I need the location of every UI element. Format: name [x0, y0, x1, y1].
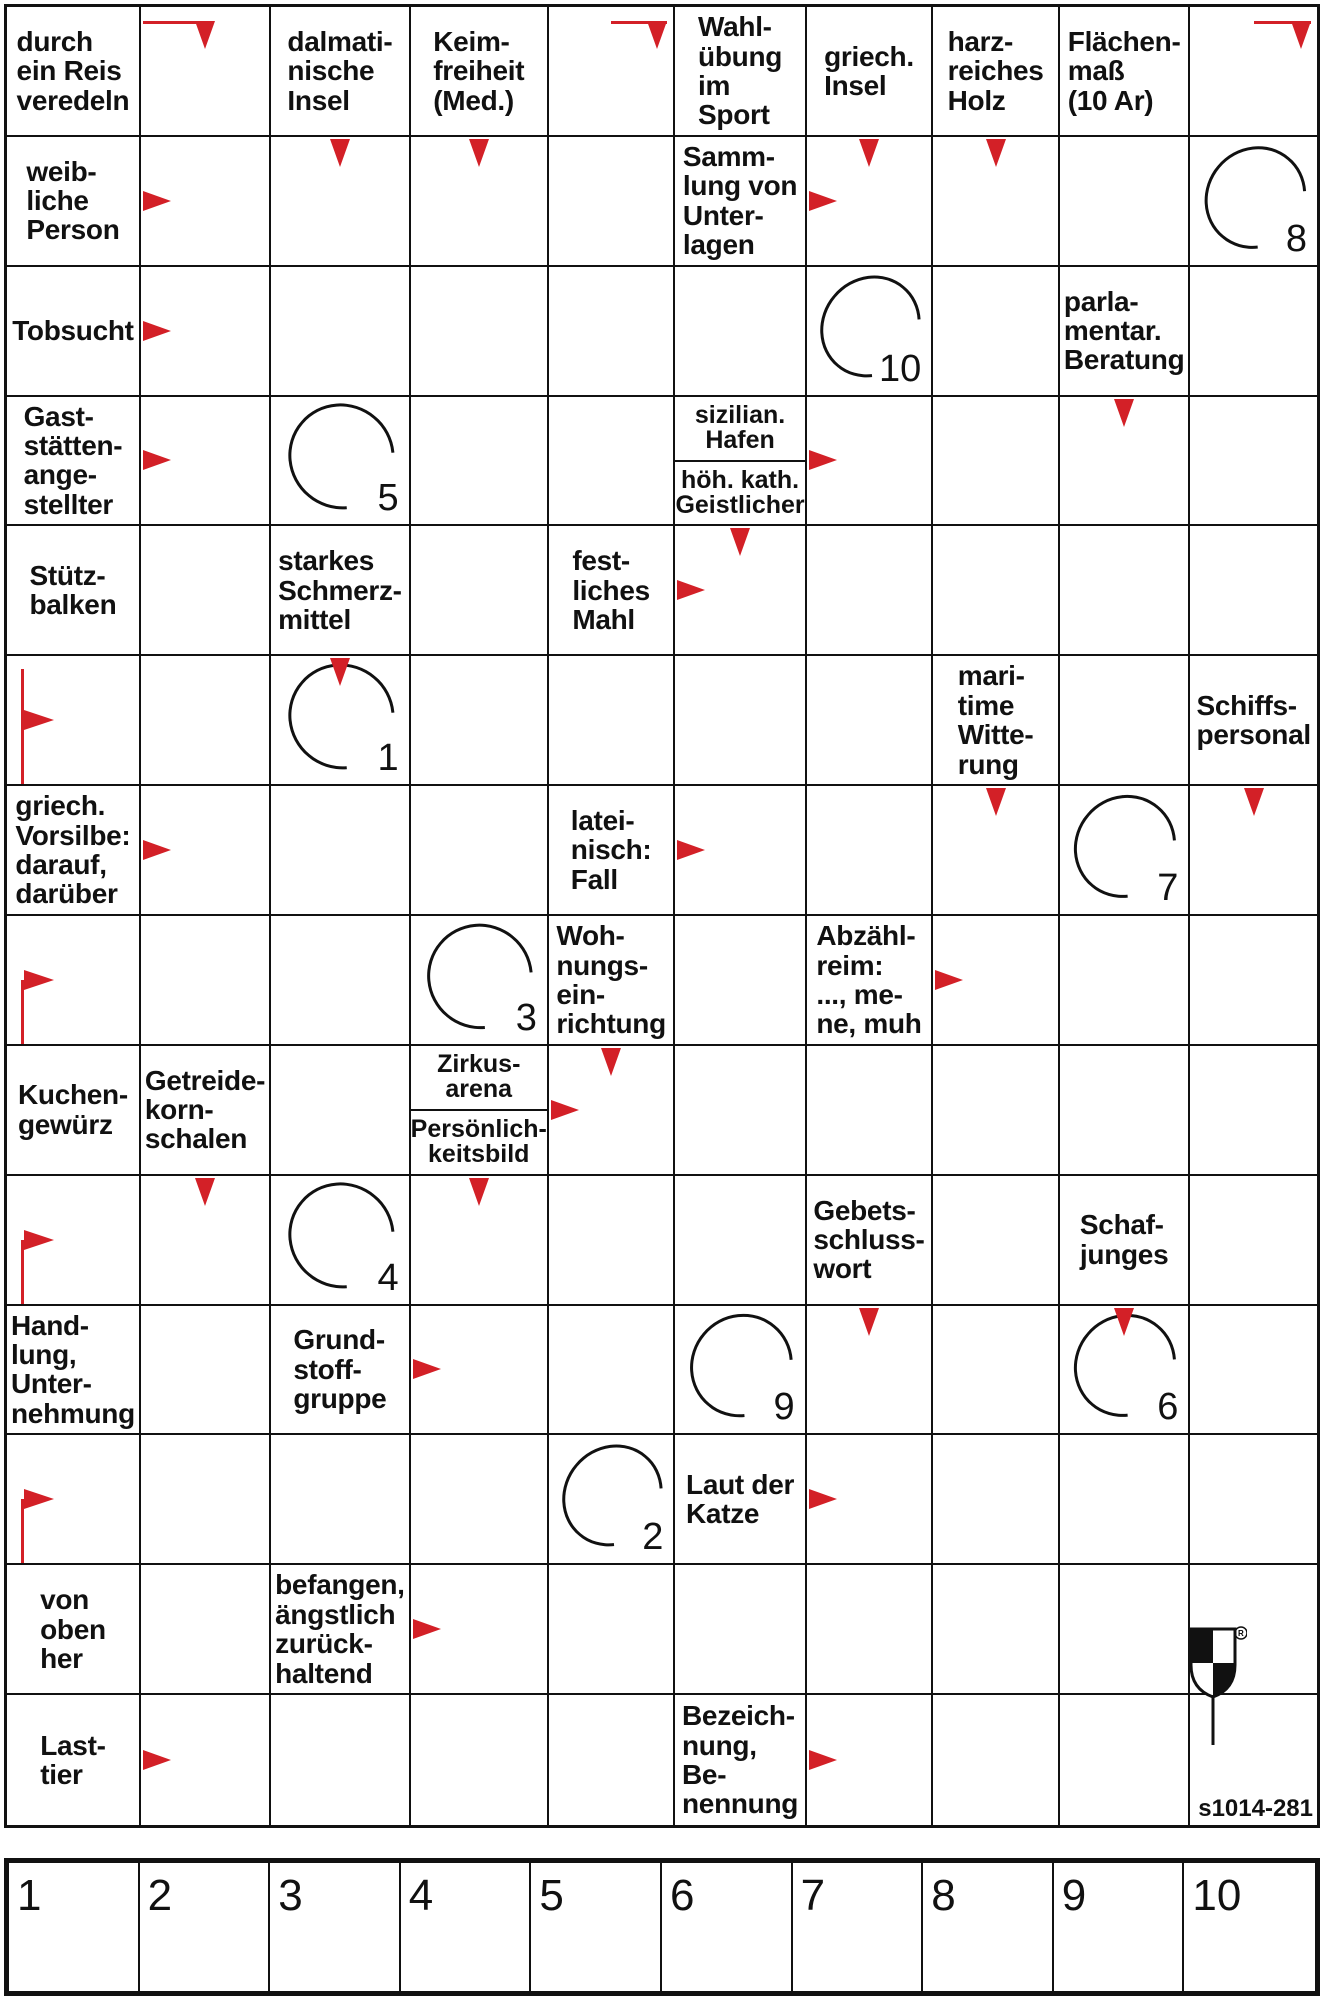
arrow-down-icon — [469, 1178, 489, 1206]
grid-cell[interactable] — [411, 1565, 549, 1695]
clue-cell — [933, 656, 1060, 786]
grid-cell[interactable] — [1060, 397, 1191, 527]
grid-cell[interactable] — [807, 137, 934, 267]
split-clue-top — [411, 1046, 547, 1111]
grid-cell[interactable] — [549, 1565, 676, 1695]
arrow-down-icon — [986, 139, 1006, 167]
solution-number: 9 — [773, 1386, 795, 1429]
clue-cell — [7, 786, 141, 916]
solution-number: 7 — [1157, 867, 1179, 909]
clue-cell — [1060, 7, 1191, 137]
solution-cell[interactable] — [271, 397, 411, 527]
clue-cell — [1190, 656, 1317, 786]
solution-box[interactable] — [923, 1863, 1054, 1991]
grid-cell[interactable] — [1190, 267, 1317, 397]
arrow-right-icon — [143, 450, 171, 470]
grid-cell[interactable] — [807, 526, 934, 656]
grid-cell[interactable] — [1190, 1629, 1317, 1825]
solution-number: 4 — [377, 1256, 399, 1299]
grid-cell[interactable] — [675, 916, 806, 1046]
solution-box-number: 4 — [408, 1871, 434, 1920]
arrow-down-icon — [601, 1048, 621, 1076]
puzzle-id: s1014-281 — [1198, 1795, 1313, 1822]
grid-cell[interactable] — [1190, 7, 1317, 137]
clue-cell — [7, 1565, 141, 1695]
grid-cell[interactable] — [271, 267, 411, 397]
clue-text: latei- nisch: Fall — [570, 804, 652, 895]
arrow-right-icon — [809, 1750, 837, 1770]
clue-text: Getreide- korn- schalen — [144, 1064, 266, 1155]
clue-cell — [807, 916, 934, 1046]
grid-cell[interactable] — [675, 656, 806, 786]
grid-cell[interactable] — [807, 1565, 934, 1695]
arrow-right-icon — [24, 710, 54, 730]
clue-text: griech. Insel — [824, 40, 914, 101]
solution-box[interactable] — [270, 1863, 401, 1991]
solution-box[interactable] — [401, 1863, 532, 1991]
clue-text: dalmati- nische Insel — [287, 25, 393, 116]
clue-cell — [7, 1695, 141, 1825]
clue-cell — [1060, 1176, 1191, 1306]
grid-cell[interactable] — [141, 137, 271, 267]
grid-cell[interactable] — [549, 7, 676, 137]
grid-cell[interactable] — [549, 397, 676, 527]
grid-cell[interactable] — [675, 1046, 806, 1176]
clue-text: Bezeich- nung, Be- nennung — [682, 1700, 799, 1820]
grid-cell[interactable] — [933, 1695, 1060, 1825]
split-clue-bottom — [675, 462, 804, 525]
grid-cell[interactable] — [1060, 656, 1191, 786]
clue-text: starkes Schmerz- mittel — [278, 545, 402, 636]
solution-box[interactable] — [9, 1863, 140, 1991]
grid-cell[interactable] — [933, 397, 1060, 527]
grid-cell[interactable] — [1190, 786, 1317, 916]
solution-box[interactable] — [1184, 1863, 1315, 1991]
clue-cell — [1060, 267, 1191, 397]
clue-cell — [141, 1046, 271, 1176]
solution-cell[interactable] — [1060, 1306, 1191, 1436]
grid-cell[interactable] — [1190, 1435, 1317, 1565]
grid-cell[interactable] — [141, 1435, 271, 1565]
clue-cell — [7, 1046, 141, 1176]
grid-cell[interactable] — [411, 1435, 549, 1565]
solution-box-number: 8 — [931, 1871, 956, 1920]
grid-cell[interactable] — [411, 1695, 549, 1825]
clue-text: mari- time Witte- rung — [957, 660, 1034, 780]
arrow-down-icon — [330, 658, 350, 686]
grid-cell[interactable] — [141, 1306, 271, 1436]
solution-box[interactable] — [793, 1863, 924, 1991]
clue-cell — [271, 7, 411, 137]
arrow-down-icon — [330, 139, 350, 167]
arrow-right-icon — [413, 1619, 441, 1639]
solution-box-number: 9 — [1061, 1871, 1087, 1920]
arrow-right-icon — [143, 1750, 171, 1770]
arrow-right-icon — [143, 840, 171, 860]
grid-cell[interactable] — [807, 786, 934, 916]
grid-cell[interactable] — [411, 267, 549, 397]
solution-number: 6 — [1157, 1386, 1179, 1429]
grid-cell[interactable] — [933, 137, 1060, 267]
grid-cell[interactable] — [271, 916, 411, 1046]
clue-text: fest- liches Mahl — [572, 545, 650, 636]
grid-cell[interactable] — [933, 786, 1060, 916]
clue-text: parla- mentar. Beratung — [1063, 285, 1185, 376]
solution-box-number: 7 — [800, 1871, 826, 1920]
clue-cell — [7, 137, 141, 267]
arrow-down-icon — [730, 528, 750, 556]
grid-cell[interactable] — [1190, 916, 1317, 1046]
grid-cell[interactable] — [411, 526, 549, 656]
grid-cell[interactable] — [411, 397, 549, 527]
clue-text: Flächen- maß (10 Ar) — [1067, 25, 1181, 116]
grid-cell[interactable] — [411, 656, 549, 786]
crossword-grid — [4, 4, 1320, 1828]
clue-cell — [7, 526, 141, 656]
arrow-down-icon — [1114, 1308, 1134, 1336]
arrow-down-icon — [859, 139, 879, 167]
solution-box[interactable] — [531, 1863, 662, 1991]
grid-cell[interactable] — [1060, 526, 1191, 656]
solution-cell[interactable] — [1190, 137, 1317, 267]
grid-cell[interactable] — [933, 1176, 1060, 1306]
clue-cell — [807, 1176, 934, 1306]
solution-cell[interactable] — [411, 916, 549, 1046]
grid-cell[interactable] — [1060, 1695, 1191, 1825]
grid-cell[interactable] — [141, 1176, 271, 1306]
solution-number: 2 — [642, 1516, 664, 1559]
grid-cell[interactable] — [7, 916, 141, 1046]
clue-cell — [7, 1306, 141, 1436]
grid-cell[interactable] — [1060, 916, 1191, 1046]
grid-cell[interactable] — [933, 1565, 1060, 1695]
split-clue-top — [675, 397, 804, 462]
clue-text: Wahl- übung im Sport — [698, 11, 783, 131]
solution-box-number: 1 — [17, 1871, 42, 1920]
grid-cell[interactable] — [411, 1176, 549, 1306]
grid-cell[interactable] — [1190, 397, 1317, 527]
clue-cell — [675, 7, 806, 137]
grid-cell[interactable] — [1190, 526, 1317, 656]
clue-cell — [271, 1565, 411, 1695]
clue-text: Gast- stätten- ange- stellter — [23, 400, 123, 520]
grid-cell[interactable] — [807, 397, 934, 527]
clue-text: Gebets- schluss- wort — [813, 1194, 925, 1285]
solution-number: 10 — [879, 347, 922, 390]
split-clue-bottom — [411, 1111, 547, 1174]
solution-box-number: 3 — [278, 1871, 303, 1920]
grid-cell[interactable] — [271, 786, 411, 916]
grid-cell[interactable] — [549, 1176, 676, 1306]
clue-text: Grund- stoff- gruppe — [293, 1324, 387, 1415]
clue-cell — [675, 1435, 806, 1565]
clue-text: Tobsucht — [12, 314, 134, 346]
grid-cell[interactable] — [807, 1695, 934, 1825]
arrow-down-icon — [1244, 788, 1264, 816]
solution-box-number: 2 — [147, 1871, 173, 1920]
clue-text: sizilian. Hafen — [694, 401, 786, 455]
clue-cell — [675, 137, 806, 267]
clue-cell — [933, 7, 1060, 137]
arrow-right-icon — [24, 1230, 54, 1250]
grid-cell[interactable] — [549, 267, 676, 397]
clue-text: Hand- lung, Unter- nehmung — [11, 1309, 135, 1429]
clue-cell — [271, 526, 411, 656]
grid-cell[interactable] — [933, 1435, 1060, 1565]
clue-text: Abzähl- reim: ..., me- ne, muh — [816, 920, 922, 1040]
clue-text: Laut der Katze — [686, 1468, 795, 1530]
clue-cell — [7, 267, 141, 397]
grid-cell[interactable] — [549, 1306, 676, 1436]
solution-box[interactable] — [1054, 1863, 1185, 1991]
grid-cell[interactable] — [271, 1435, 411, 1565]
grid-cell[interactable] — [141, 526, 271, 656]
grid-cell[interactable] — [141, 1695, 271, 1825]
grid-cell[interactable] — [675, 1176, 806, 1306]
grid-cell[interactable] — [271, 1695, 411, 1825]
clue-text: Kuchen- gewürz — [17, 1079, 128, 1140]
grid-cell[interactable] — [141, 7, 271, 137]
grid-cell[interactable] — [549, 1046, 676, 1176]
grid-cell[interactable] — [141, 1565, 271, 1695]
clue-cell — [411, 7, 549, 137]
arrow-down-icon — [1291, 21, 1311, 49]
clue-text: Samm- lung von Unter- lagen — [682, 140, 798, 261]
solution-box[interactable] — [140, 1863, 271, 1991]
grid-cell[interactable] — [675, 526, 806, 656]
grid-cell[interactable] — [933, 1046, 1060, 1176]
grid-cell[interactable] — [1190, 1176, 1317, 1306]
solution-cell[interactable] — [807, 267, 934, 397]
clue-text: Schiffs- personal — [1196, 689, 1311, 751]
solution-number: 3 — [515, 996, 537, 1039]
split-clue-cell — [411, 1046, 549, 1176]
clue-text: weib- liche Person — [26, 155, 120, 246]
arrow-right-icon — [935, 970, 963, 990]
grid-cell[interactable] — [675, 267, 806, 397]
arrow-right-icon — [143, 191, 171, 211]
solution-box-number: 6 — [670, 1871, 695, 1920]
solution-cell[interactable] — [271, 656, 411, 786]
clue-text: Stütz- balken — [29, 559, 117, 621]
solution-cell[interactable] — [675, 1306, 806, 1436]
grid-cell[interactable] — [1060, 1046, 1191, 1176]
grid-cell[interactable] — [549, 656, 676, 786]
grid-cell[interactable] — [411, 786, 549, 916]
grid-cell[interactable] — [1060, 1565, 1191, 1695]
grid-cell[interactable] — [1060, 1435, 1191, 1565]
grid-cell[interactable] — [141, 656, 271, 786]
clue-cell — [549, 786, 676, 916]
solution-row — [4, 1858, 1320, 1996]
solution-number: 8 — [1285, 217, 1307, 260]
grid-cell[interactable] — [933, 526, 1060, 656]
solution-box[interactable] — [662, 1863, 793, 1991]
clue-cell — [7, 7, 141, 137]
clue-text: höh. kath. Geistlicher — [675, 465, 805, 519]
arrow-down-icon — [469, 139, 489, 167]
grid-cell[interactable] — [271, 1046, 411, 1176]
arrow-right-icon — [677, 840, 705, 860]
arrow-down-icon — [195, 1178, 215, 1206]
clue-text: Woh- nungs- ein- richtung — [556, 920, 666, 1040]
clue-text: Persönlich- keitsbild — [410, 1115, 547, 1169]
grid-cell[interactable] — [807, 1435, 934, 1565]
clue-cell — [549, 916, 676, 1046]
grid-cell[interactable] — [7, 1176, 141, 1306]
arrow-right-icon — [24, 1489, 54, 1509]
svg-text:R: R — [1238, 1629, 1244, 1638]
clue-text: befangen, ängstlich zurück- haltend — [275, 1569, 405, 1689]
grid-cell[interactable] — [807, 1046, 934, 1176]
grid-cell[interactable] — [549, 137, 676, 267]
arrow-right-icon — [677, 580, 705, 600]
grid-cell[interactable] — [807, 656, 934, 786]
arrow-right-icon — [143, 321, 171, 341]
grid-cell[interactable] — [411, 1306, 549, 1436]
grid-cell[interactable] — [1190, 1306, 1317, 1436]
publisher-logo-icon — [1187, 1625, 1247, 1745]
clue-text: durch ein Reis veredeln — [16, 25, 130, 116]
clue-text: griech. Vorsilbe: darauf, darüber — [15, 790, 131, 910]
arrow-down-icon — [1114, 399, 1134, 427]
clue-text: Schaf- junges — [1079, 1209, 1169, 1270]
clue-text: von oben her — [40, 1584, 106, 1674]
arrow-right-icon — [413, 1359, 441, 1379]
grid-cell[interactable] — [933, 916, 1060, 1046]
arrow-right-icon — [809, 191, 837, 211]
grid-cell[interactable] — [807, 1306, 934, 1436]
solution-box-number: 10 — [1192, 1871, 1242, 1920]
clue-text: Keim- freiheit (Med.) — [433, 25, 525, 116]
arrow-down-icon — [647, 21, 667, 49]
clue-text: Zirkus- arena — [437, 1050, 521, 1104]
grid-cell[interactable] — [7, 656, 141, 786]
grid-cell[interactable] — [141, 267, 271, 397]
solution-box-number: 5 — [539, 1871, 564, 1920]
arrow-right-icon — [551, 1100, 579, 1120]
grid-cell[interactable] — [411, 137, 549, 267]
arrow-right-icon — [809, 1489, 837, 1509]
solution-number: 5 — [377, 477, 399, 520]
split-clue-cell — [675, 397, 806, 527]
grid-cell[interactable] — [549, 1695, 676, 1825]
solution-cell[interactable] — [549, 1435, 676, 1565]
grid-cell[interactable] — [141, 786, 271, 916]
arrow-down-icon — [859, 1308, 879, 1336]
grid-cell[interactable] — [933, 267, 1060, 397]
clue-cell — [807, 7, 934, 137]
clue-text: harz- reiches Holz — [947, 25, 1044, 116]
arrow-down-icon — [195, 21, 215, 49]
clue-cell — [271, 1306, 411, 1436]
solution-number: 1 — [377, 737, 399, 780]
grid-cell[interactable] — [1060, 137, 1191, 267]
clue-cell — [549, 526, 676, 656]
solution-cell[interactable] — [1060, 786, 1191, 916]
grid-cell[interactable] — [675, 1565, 806, 1695]
clue-text: Last- tier — [40, 1729, 106, 1791]
grid-cell[interactable] — [141, 916, 271, 1046]
grid-cell[interactable] — [271, 137, 411, 267]
grid-cell[interactable] — [1190, 1046, 1317, 1176]
arrow-down-icon — [986, 788, 1006, 816]
grid-cell[interactable] — [7, 1435, 141, 1565]
clue-cell — [675, 1695, 806, 1825]
grid-cell[interactable] — [933, 1306, 1060, 1436]
grid-cell[interactable] — [141, 397, 271, 527]
clue-cell — [7, 397, 141, 527]
arrow-right-icon — [809, 450, 837, 470]
grid-cell[interactable] — [675, 786, 806, 916]
arrow-right-icon — [24, 970, 54, 990]
solution-cell[interactable] — [271, 1176, 411, 1306]
